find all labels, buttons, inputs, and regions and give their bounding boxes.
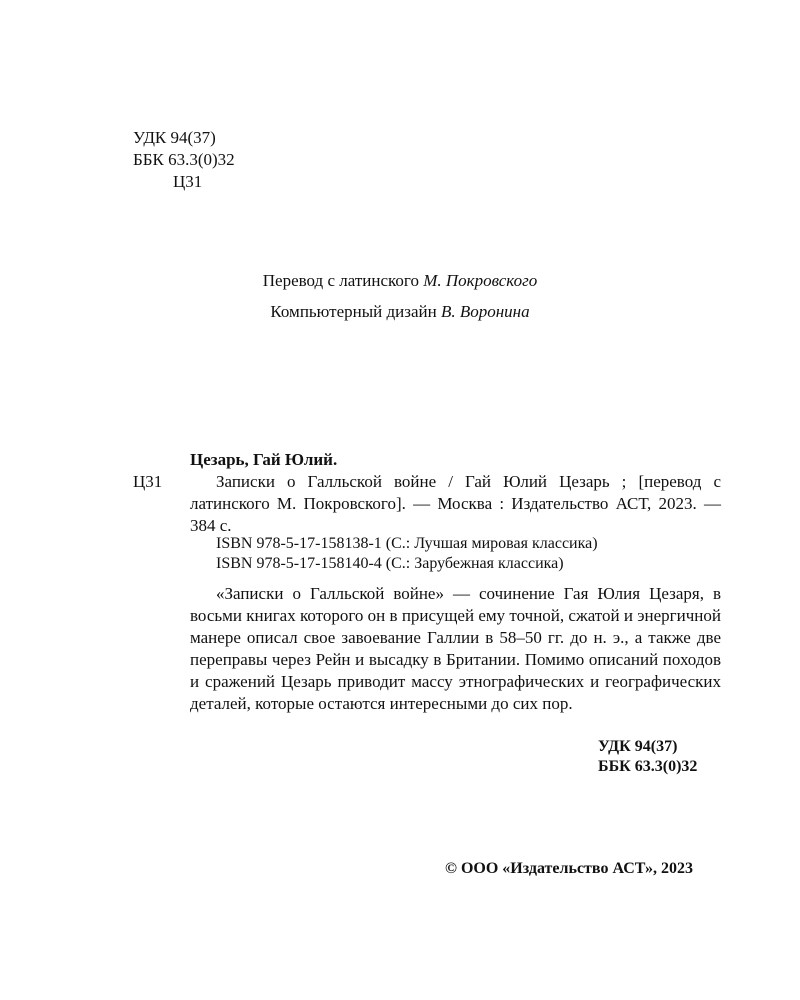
design-credit bbox=[0, 301, 800, 323]
classification-codes-top bbox=[133, 127, 235, 193]
bbk-code: ББК 63.3(0)32 bbox=[598, 758, 698, 775]
annotation-text: «Записки о Галльской войне» — сочинение Гая Юлия Цезаря, в восьми книгах которого он в присущей ему точной, сжатой и энергичной манере описал свое завоевание Галлии в 58–50 гг. до н. э., а также две переправы через Рейн и высадку в Британии. Помимо описаний походов и сражений Цезарь приводит массу этнографических и географических деталей, которые остаются интересными до сих пор. bbox=[190, 584, 721, 713]
copyright-notice: © ООО «Издательство АСТ», 2023 bbox=[445, 860, 694, 877]
isbn-line: ISBN 978-5-17-158138-1 (С.: Лучшая мировая классика) bbox=[216, 535, 598, 552]
translation-label: Перевод с латинского bbox=[262, 271, 419, 290]
cutter-code: Ц31 bbox=[173, 172, 203, 191]
udk-code: УДК 94(37) bbox=[133, 128, 216, 147]
isbn-list bbox=[216, 534, 598, 574]
catalog-cutter: Ц31 bbox=[133, 472, 163, 491]
credits-block bbox=[0, 270, 800, 332]
catalog-author: Цезарь, Гай Юлий. bbox=[190, 450, 338, 469]
translation-credit bbox=[0, 270, 800, 292]
designer-name: В. Воронина bbox=[440, 302, 530, 321]
bibliographic-record bbox=[190, 471, 721, 537]
translator-name: М. Покровского bbox=[423, 271, 538, 290]
udk-code: УДК 94(37) bbox=[598, 738, 678, 755]
annotation bbox=[190, 583, 721, 715]
classification-codes-bottom bbox=[598, 737, 697, 777]
bbk-code: ББК 63.3(0)32 bbox=[133, 150, 235, 169]
bibliographic-record-text: Записки о Галльской войне / Гай Юлий Цезарь ; [перевод с латинского М. Покровского]. — Москва : Издательство АСТ, 2023. — 384 с. bbox=[190, 472, 721, 535]
isbn-line: ISBN 978-5-17-158140-4 (С.: Зарубежная классика) bbox=[216, 555, 564, 572]
design-label: Компьютерный дизайн bbox=[270, 302, 437, 321]
